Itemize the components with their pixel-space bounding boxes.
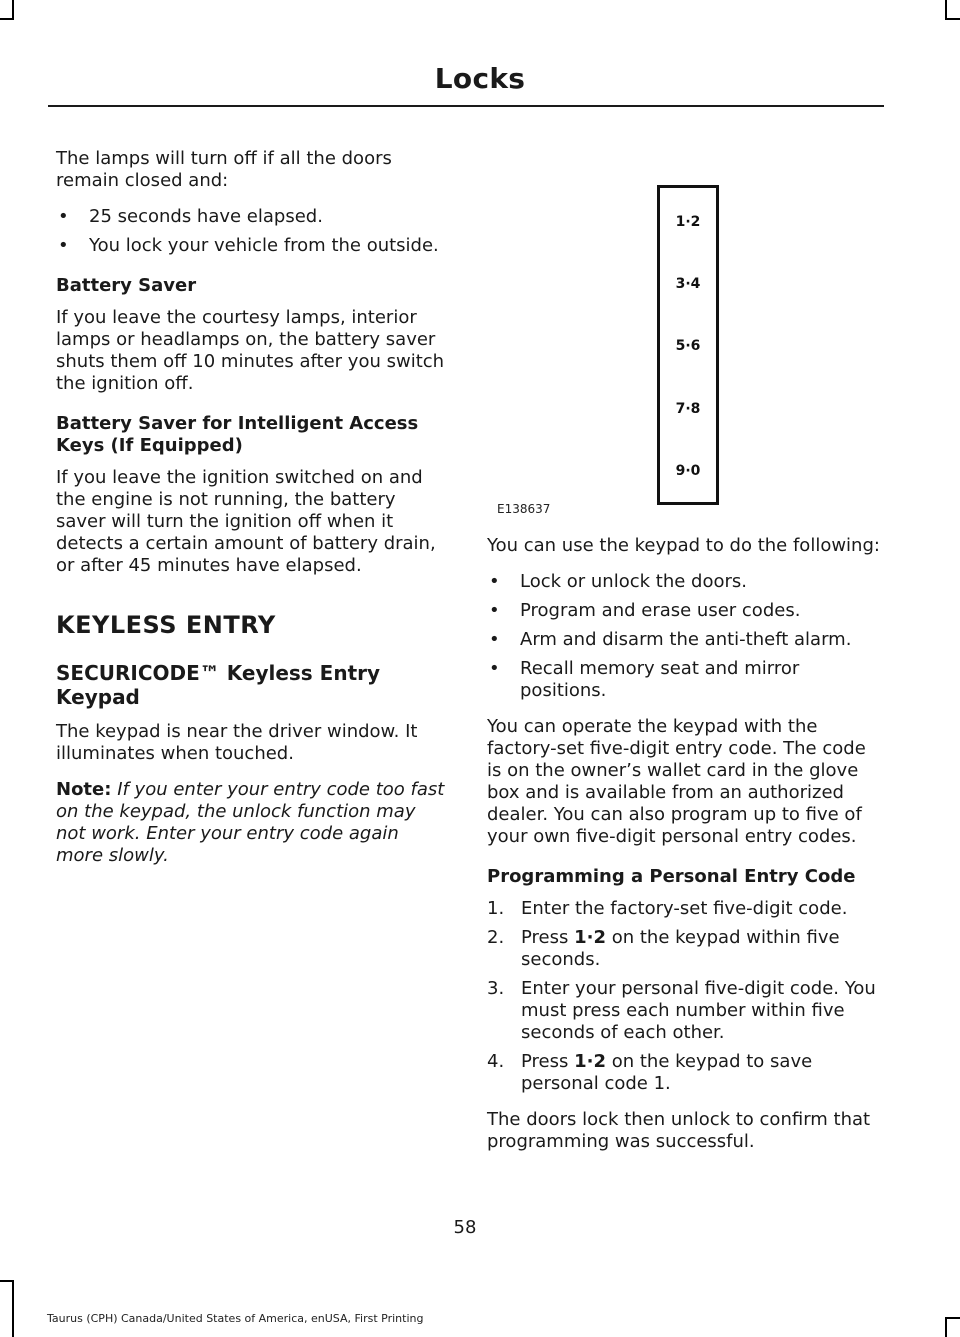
bullet-icon: • [58, 206, 69, 227]
crop-mark [12, 1280, 14, 1337]
footer-text: Taurus (CPH) Canada/United States of America, enUSA, First Printing [47, 1312, 424, 1325]
step-item: 1. Enter the factory-set five-digit code. [487, 898, 848, 919]
keypad-location-text: The keypad is near the driver window. It illuminates when touched. [56, 721, 418, 764]
bullet-icon: • [489, 571, 500, 592]
battery-saver-heading: Battery Saver [56, 275, 197, 296]
section-heading: KEYLESS ENTRY [56, 611, 276, 639]
crop-mark [0, 1280, 14, 1282]
note [56, 779, 448, 867]
list-item: • Program and erase user codes. [489, 600, 801, 621]
intelligent-access-heading: Battery Saver for Intelligent Access Keys (If Equipped) [56, 413, 419, 456]
page-number: 58 [453, 1217, 477, 1238]
left-column [56, 148, 448, 881]
securicode-heading: SECURICODE™ Keyless Entry Keypad [56, 661, 381, 709]
keypad-key: 1·2 [675, 214, 701, 230]
key-label: 1·2 [574, 927, 606, 948]
programming-steps [487, 898, 882, 1095]
lamps-intro: The lamps will turn off if all the doors remain closed and: [56, 148, 392, 191]
keypad-key: 9·0 [675, 463, 701, 479]
key-label: 1·2 [574, 1051, 606, 1072]
list-item: • 25 seconds have elapsed. [58, 206, 323, 227]
note-label: Note: [56, 779, 112, 800]
note-text: If you enter your entry code too fast on the keypad, the unlock function may not work. Enter your entry code again more slowly. [56, 779, 445, 866]
lamps-bullet-list [56, 206, 448, 257]
keypad-key: 5·6 [675, 338, 701, 354]
crop-mark [945, 1317, 960, 1319]
list-item: • Lock or unlock the doors. [489, 571, 747, 592]
crop-mark [945, 1317, 947, 1337]
list-item: • Arm and disarm the anti-theft alarm. [489, 629, 852, 650]
keypad-uses-intro: You can use the keypad to do the following: [487, 535, 880, 556]
intelligent-access-text: If you leave the ignition switched on and the engine is not running, the battery saver will turn the ignition off when it detects a certain amount of battery drain, or after 45 minutes have elapsed. [56, 467, 436, 576]
crop-mark [0, 18, 14, 20]
page-title: Locks [434, 62, 526, 95]
keypad-key: 3·4 [675, 276, 701, 292]
bullet-icon: • [58, 235, 69, 256]
list-item: • You lock your vehicle from the outside. [58, 235, 439, 256]
battery-saver-text: If you leave the courtesy lamps, interior lamps or headlamps on, the battery saver shuts them off 10 minutes after you switch the ignition off. [56, 307, 445, 394]
programming-heading: Programming a Personal Entry Code [487, 866, 856, 887]
crop-mark [945, 18, 960, 20]
step-item: 2. Press 1·2 on the keypad within five seconds. [487, 927, 840, 970]
bullet-icon: • [489, 600, 500, 621]
confirm-text: The doors lock then unlock to confirm that programming was successful. [487, 1109, 871, 1152]
keypad-uses-list [487, 571, 882, 702]
keypad-illustration [657, 185, 719, 505]
header-divider [48, 105, 884, 107]
bullet-icon: • [489, 629, 500, 650]
keypad-key: 7·8 [675, 401, 701, 417]
step-item: 4. Press 1·2 on the keypad to save personal code 1. [487, 1051, 813, 1094]
factory-code-text: You can operate the keypad with the factory-set five-digit entry code. The code is on the owner’s wallet card in the glove box and is available from an authorized dealer. You can also program up to five of your own five-digit personal entry codes. [487, 716, 866, 847]
bullet-icon: • [489, 658, 500, 679]
step-item: 3. Enter your personal five-digit code. You must press each number within five seconds of each other. [487, 978, 876, 1043]
right-column [487, 535, 882, 1167]
figure-id: E138637 [497, 502, 551, 516]
list-item: • Recall memory seat and mirror positions. [489, 658, 800, 701]
crop-mark [945, 0, 947, 20]
crop-mark [12, 0, 14, 20]
